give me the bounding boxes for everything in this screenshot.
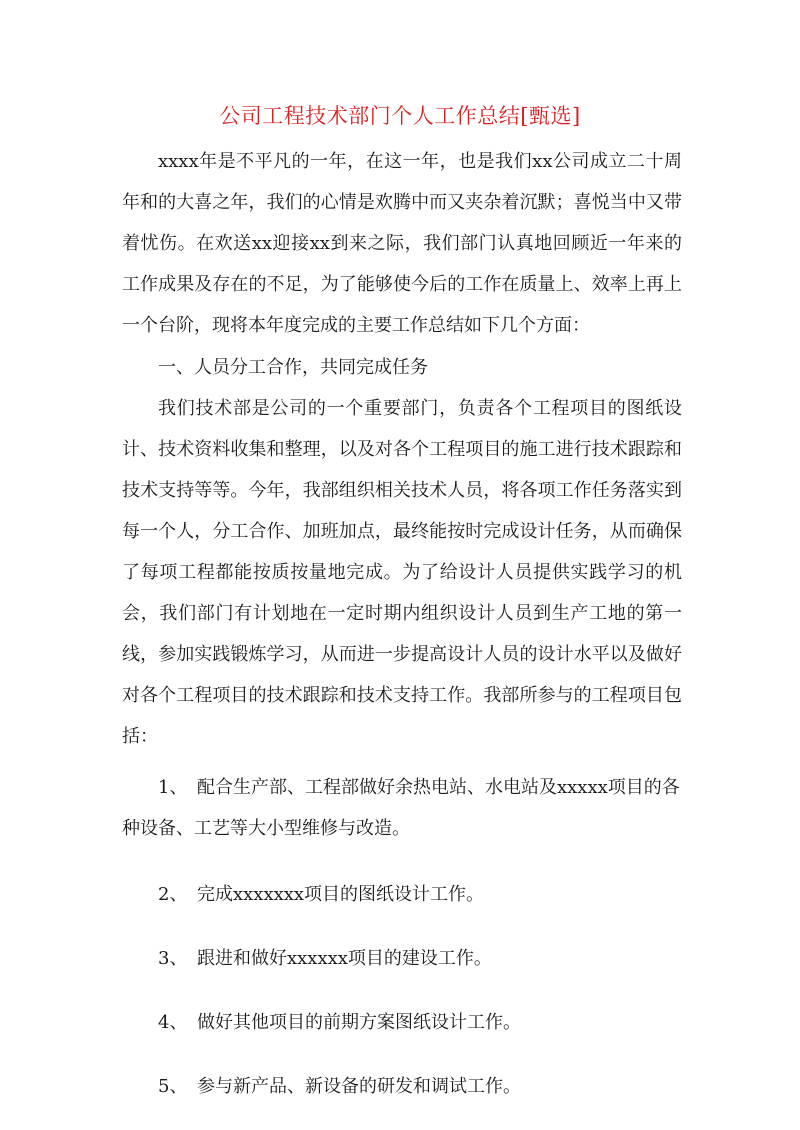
list-item: [122, 767, 682, 849]
section-heading: 一、人员分工合作，共同完成任务: [158, 357, 428, 378]
list-item: [122, 1066, 682, 1107]
list-item-number: 5、: [158, 1076, 188, 1097]
list-item-text: 完成xxxxxxx项目的图纸设计工作。: [197, 884, 485, 905]
list-item: [122, 874, 682, 915]
list-item-number: 4、: [158, 1012, 188, 1033]
list-item-number: 3、: [158, 948, 188, 969]
list-item-text: 跟进和做好xxxxxx项目的建设工作。: [197, 948, 492, 969]
project-list: [122, 767, 682, 1130]
list-item-number: 1、: [158, 777, 188, 798]
list-item-text: 配合生产部、工程部做好余热电站、水电站及xxxxx项目的各种设备、工艺等大小型维修与改造。: [122, 777, 680, 839]
list-item: [122, 1002, 682, 1043]
list-item-text: 参与新产品、新设备的研发和调试工作。: [197, 1076, 521, 1097]
list-item: [122, 938, 682, 979]
document-title: 公司工程技术部门个人工作总结[甄选]: [219, 104, 581, 128]
section-body-paragraph: 我们技术部是公司的一个重要部门，负责各个工程项目的图纸设计、技术资料收集和整理，以及对各个工程项目的施工进行技术跟踪和技术支持等等。今年，我部组织相关技术人员，将各项工作任务落实到每一个人，分工合作、加班加点，最终能按时完成设计任务，从而确保了每项工程都能按质按量地完成。为了给设计人员提供实践学习的机会，我们部门有计划地在一定时期内组织设计人员到生产工地的第一线，参加实践锻炼学习，从而进一步提高设计人员的设计水平以及做好对各个工程项目的技术跟踪和技术支持工作。我部所参与的工程项目包括：: [122, 398, 682, 747]
list-item-number: 2、: [158, 884, 188, 905]
list-item-text: 做好其他项目的前期方案图纸设计工作。: [197, 1012, 521, 1033]
intro-paragraph: xxxx年是不平凡的一年，在这一年，也是我们xx公司成立二十周年和的大喜之年，我们的心情是欢腾中而又夹杂着沉默；喜悦当中又带着忧伤。在欢送xx迎接xx到来之际，我们部门认真地回顾近一年来的工作成果及存在的不足，为了能够使今后的工作在质量上、效率上再上一个台阶，现将本年度完成的主要工作总结如下几个方面：: [122, 151, 682, 336]
